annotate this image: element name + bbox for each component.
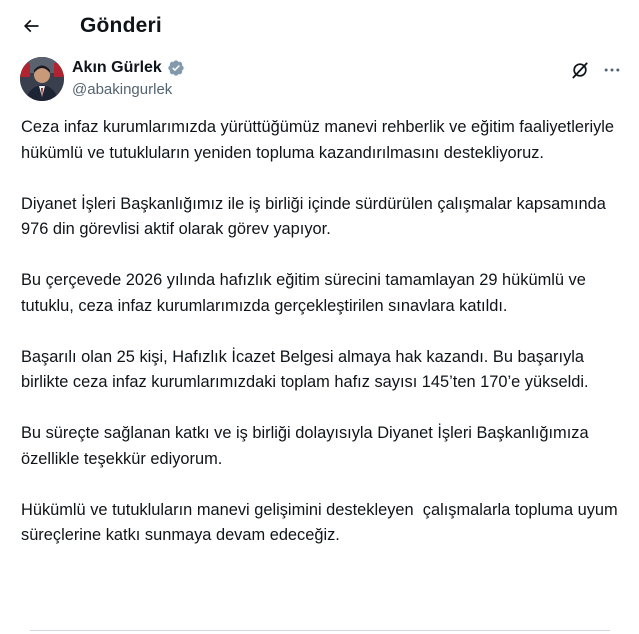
more-button[interactable] <box>598 56 626 84</box>
divider <box>30 630 610 631</box>
more-dots-icon <box>602 60 622 80</box>
grok-icon <box>570 60 590 80</box>
avatar-image <box>20 57 64 101</box>
tweet-paragraph: Başarılı olan 25 kişi, Hafızlık İcazet Belgesi almaya hak kazandı. Bu başarıyla birlikte ceza infaz kurumlarımızdaki toplam hafız sayısı 145’ten 170’e yükseldi. <box>21 347 589 391</box>
author-row <box>0 52 639 112</box>
tweet-paragraph: Bu süreçte sağlanan katkı ve iş birliği dolayısıyla Diyanet İşleri Başkanlığımıza özellikle teşekkür ediyorum. <box>21 424 594 468</box>
page-title: Gönderi <box>80 14 162 37</box>
top-bar <box>0 0 639 52</box>
author-handle[interactable]: @abakingurlek <box>72 81 173 98</box>
author-name-wrap <box>72 58 185 78</box>
author-name[interactable]: Akın Gürlek <box>72 59 162 76</box>
back-button[interactable] <box>14 9 48 43</box>
tweet-paragraph: Ceza infaz kurumlarımızda yürüttüğümüz manevi rehberlik ve eğitim faaliyetleriyle hükümlü ve tutukluların yeniden topluma kazandırılmasını destekliyoruz. <box>21 118 619 162</box>
tweet-text <box>21 115 621 574</box>
grok-button[interactable] <box>566 56 594 84</box>
verified-badge-icon <box>167 59 185 77</box>
arrow-left-icon <box>21 16 41 36</box>
tweet-paragraph: Diyanet İşleri Başkanlığımız ile iş birliği içinde sürdürülen çalışmalar kapsamında 976 din görevlisi aktif olarak görev yapıyor. <box>21 194 611 238</box>
tweet-paragraph: Hükümlü ve tutukluların manevi gelişimini destekleyen çalışmalarla topluma uyum süreçlerine katkı sunmaya devam edeceğiz. <box>21 500 623 544</box>
tweet-paragraph: Bu çerçevede 2026 yılında hafızlık eğitim sürecini tamamlayan 29 hükümlü ve tutuklu, ceza infaz kurumlarımızda gerçekleştirilen sınavlara katıldı. <box>21 271 591 315</box>
avatar[interactable] <box>20 57 64 101</box>
